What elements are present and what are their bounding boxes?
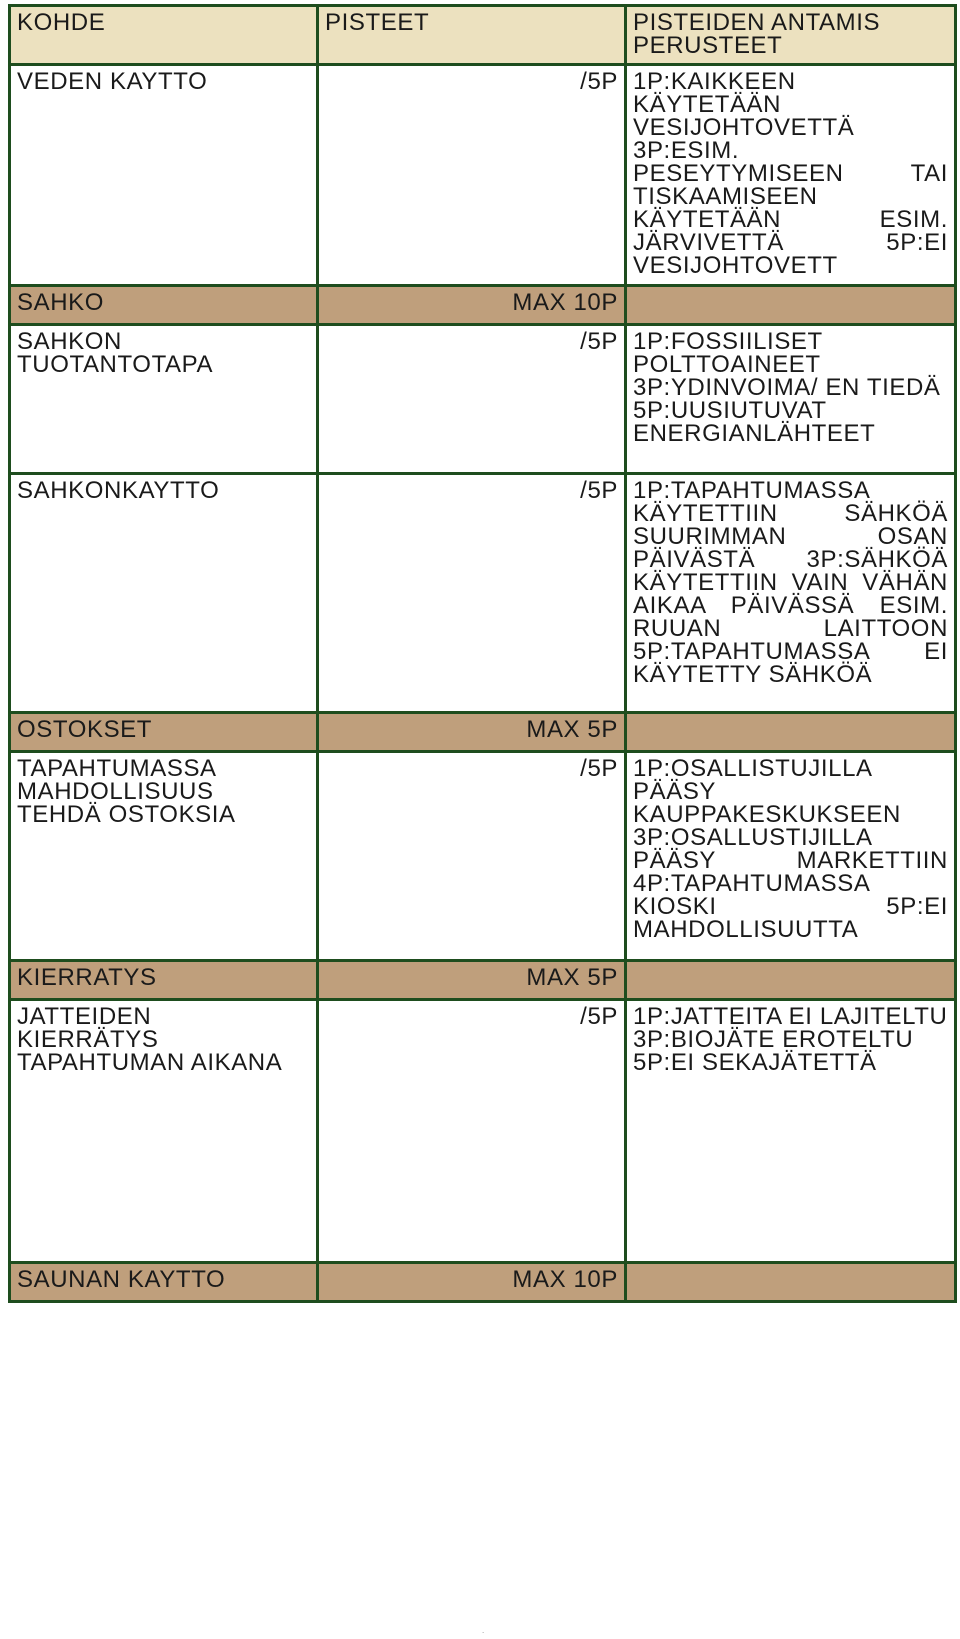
table-row-veden-kaytto xyxy=(10,65,956,286)
header-perusteet: PISTEIDEN ANTAMIS PERUSTEET xyxy=(626,6,956,65)
row-perusteet: 1P:OSALLISTUJILLA PÄÄSY KAUPPAKESKUKSEEN 3P:OSALLUSTIJILLA PÄÄSY MARKETTIIN 4P:TAPAHTUMASSA KIOSKI 5P:EI MAHDOLLISUUTTA xyxy=(626,752,956,961)
row-pisteet: /5P xyxy=(318,1000,626,1263)
page-footer-mark: . xyxy=(482,1626,485,1635)
table-row-sahkon-tuotantotapa xyxy=(10,325,956,474)
section-row-ostokset xyxy=(10,713,956,752)
section-max-points: MAX 5P xyxy=(318,961,626,1000)
section-empty-cell xyxy=(626,286,956,325)
section-empty-cell xyxy=(626,961,956,1000)
row-kohde: JATTEIDEN KIERRÄTYS TAPAHTUMAN AIKANA xyxy=(10,1000,318,1263)
row-kohde: TAPAHTUMASSA MAHDOLLISUUS TEHDÄ OSTOKSIA xyxy=(10,752,318,961)
section-empty-cell xyxy=(626,1263,956,1302)
section-max-points: MAX 10P xyxy=(318,286,626,325)
row-kohde: SAHKON TUOTANTOTAPA xyxy=(10,325,318,474)
section-max-points: MAX 5P xyxy=(318,713,626,752)
section-title: SAUNAN KAYTTO xyxy=(10,1263,318,1302)
section-title: SAHKO xyxy=(10,286,318,325)
section-row-kierratys xyxy=(10,961,956,1000)
row-pisteet: /5P xyxy=(318,325,626,474)
section-title: KIERRATYS xyxy=(10,961,318,1000)
section-empty-cell xyxy=(626,713,956,752)
section-row-saunan-kaytto xyxy=(10,1263,956,1302)
row-pisteet: /5P xyxy=(318,474,626,713)
table-row-jatteiden-kierratys xyxy=(10,1000,956,1263)
row-pisteet: /5P xyxy=(318,65,626,286)
row-kohde: VEDEN KAYTTO xyxy=(10,65,318,286)
header-pisteet: PISTEET xyxy=(318,6,626,65)
scoring-table xyxy=(8,4,957,1303)
table-header-row xyxy=(10,6,956,65)
row-perusteet: 1P:JATTEITA EI LAJITELTU 3P:BIOJÄTE EROTELTU 5P:EI SEKAJÄTETTÄ xyxy=(626,1000,956,1263)
section-title: OSTOKSET xyxy=(10,713,318,752)
row-perusteet: 1P:FOSSIILISET POLTTOAINEET 3P:YDINVOIMA/ EN TIEDÄ 5P:UUSIUTUVAT ENERGIANLÄHTEET xyxy=(626,325,956,474)
header-kohde: KOHDE xyxy=(10,6,318,65)
table-row-sahkonkaytto xyxy=(10,474,956,713)
row-perusteet: 1P:KAIKKEEN KÄYTETÄÄN VESIJOHTOVETTÄ 3P:ESIM. PESEYTYMISEEN TAI TISKAAMISEEN KÄYTETÄÄN ESIM. JÄRVIVETTÄ 5P:EI VESIJOHTOVETT xyxy=(626,65,956,286)
row-pisteet: /5P xyxy=(318,752,626,961)
section-max-points: MAX 10P xyxy=(318,1263,626,1302)
row-perusteet: 1P:TAPAHTUMASSA KÄYTETTIIN SÄHKÖÄ SUURIMMAN OSAN PÄIVÄSTÄ 3P:SÄHKÖÄ KÄYTETTIIN VAIN VÄHÄN AIKAA PÄIVÄSSÄ ESIM. RUUAN LAITTOON 5P:TAPAHTUMASSA EI KÄYTETTY SÄHKÖÄ xyxy=(626,474,956,713)
section-row-sahko xyxy=(10,286,956,325)
table-row-ostosmahdollisuus xyxy=(10,752,956,961)
row-kohde: SAHKONKAYTTO xyxy=(10,474,318,713)
